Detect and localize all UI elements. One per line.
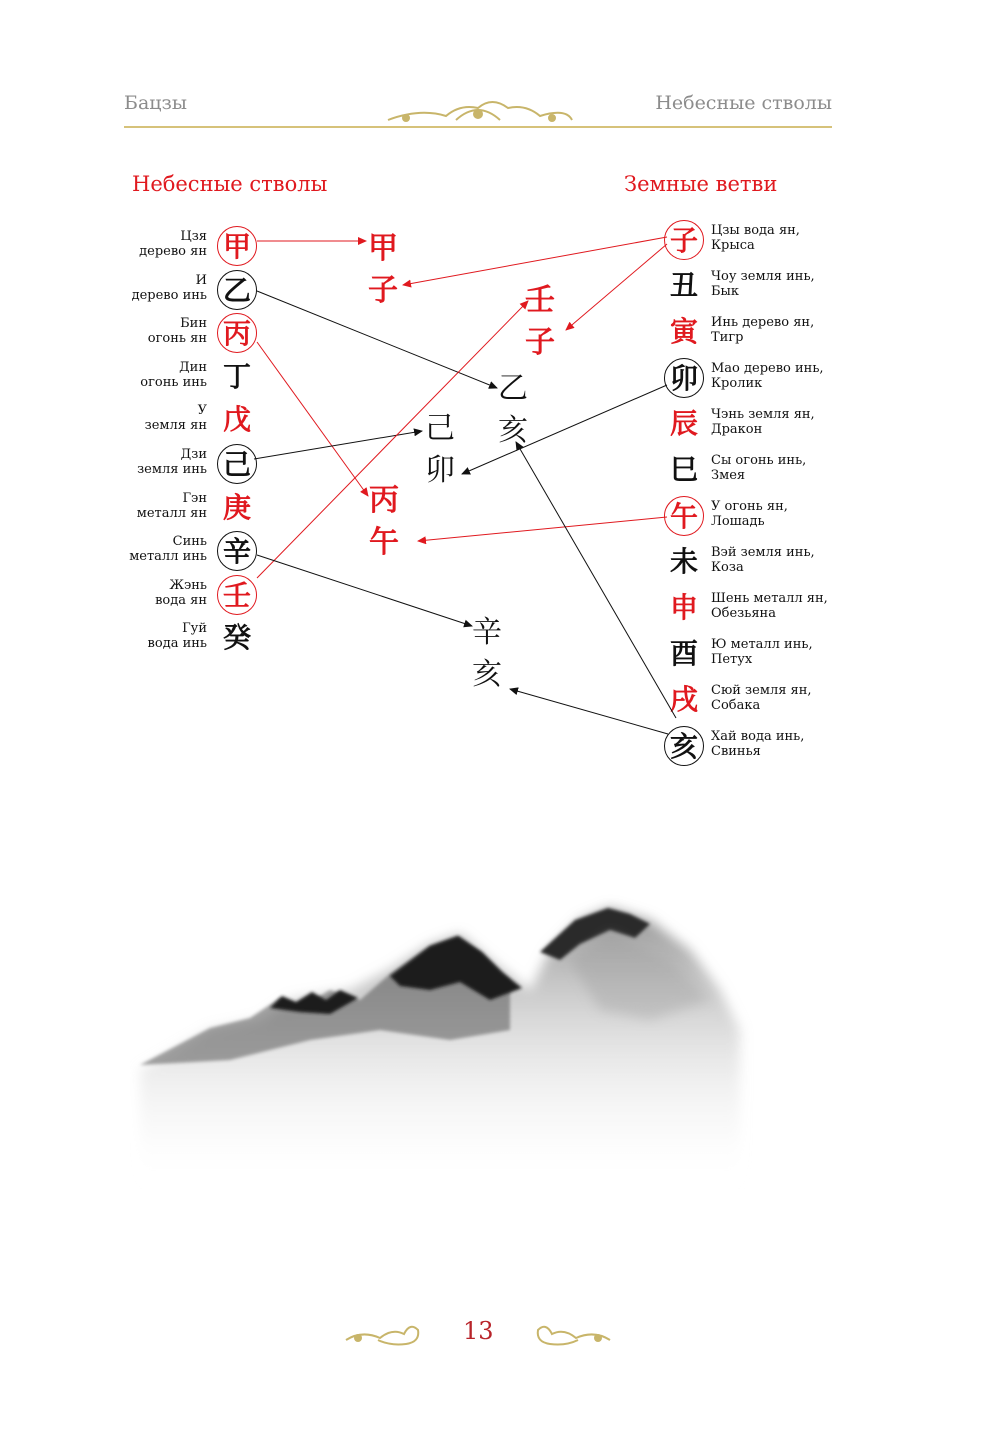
stems-title: Небесные стволы — [132, 172, 328, 196]
stem-description: Гэн металл ян — [136, 490, 207, 521]
branch-description: Цзы вода ян, Крыса — [711, 223, 800, 253]
stem-description: Синь металл инь — [129, 534, 207, 565]
stem-glyph: 丁 — [222, 359, 251, 393]
connector-arrow — [257, 291, 497, 388]
branch-glyph: 卯 — [664, 358, 704, 398]
pair-char: 亥 — [472, 657, 502, 692]
stem-description: Цзя дерево ян — [139, 229, 207, 259]
pair-char: 辛 — [472, 615, 502, 650]
stem-description: Дин огонь инь — [140, 359, 207, 390]
branch-description: Инь дерево ян, Тигр — [711, 315, 815, 345]
branch-glyph: 未 — [669, 545, 698, 578]
pair-char: 甲 — [368, 231, 398, 266]
stem-glyph: 辛 — [217, 531, 257, 571]
branch-description: Сюй земля ян, Собака — [711, 683, 812, 713]
connector-arrow — [516, 442, 676, 718]
branch-glyph: 寅 — [669, 315, 698, 348]
connector-arrow — [257, 342, 368, 496]
branch-glyph: 酉 — [669, 637, 698, 670]
connector-arrow — [462, 385, 667, 474]
header-chapter-title: Небесные стволы — [655, 92, 832, 114]
pair-char: 子 — [525, 325, 555, 360]
branches-title: Земные ветви — [624, 172, 778, 196]
stem-description: У земля ян — [144, 403, 207, 434]
pair-char: 己 — [425, 411, 455, 446]
pair-char: 亥 — [498, 413, 528, 448]
branch-description: Мао дерево инь, Кролик — [711, 361, 824, 391]
branch-glyph: 巳 — [669, 453, 698, 486]
branch-description: Чэнь земля ян, Дракон — [711, 407, 815, 437]
stem-glyph: 癸 — [222, 621, 251, 655]
header-book-title: Бацзы — [124, 92, 187, 114]
branch-glyph: 辰 — [669, 407, 698, 440]
stem-description: Бин огонь ян — [147, 316, 207, 347]
footer-ornament-right — [538, 1327, 610, 1345]
pair-char: 卯 — [425, 453, 455, 488]
branch-description: Сы огонь инь, Змея — [711, 453, 807, 483]
branch-glyph: 申 — [669, 591, 698, 624]
branch-description: Шень металл ян, Обезьяна — [711, 591, 828, 621]
ink-mountains-illustration — [130, 890, 770, 1190]
footer-ornament-left — [346, 1327, 418, 1345]
connector-arrow — [510, 689, 668, 734]
stem-description: Гуй вода инь — [147, 621, 207, 652]
stem-description: Жэнь вода ян — [155, 577, 207, 608]
stem-glyph: 庚 — [222, 490, 251, 524]
branch-glyph: 子 — [664, 220, 704, 260]
branch-glyph: 戌 — [669, 683, 698, 716]
stem-glyph: 己 — [217, 444, 257, 484]
stem-glyph: 乙 — [217, 270, 257, 310]
stem-description: Дзи земля инь — [137, 447, 207, 477]
stem-glyph: 壬 — [217, 575, 257, 615]
stem-glyph: 甲 — [217, 226, 257, 266]
page-number: 13 — [463, 1317, 494, 1345]
branch-description: Ю металл инь, Петух — [711, 637, 813, 667]
pair-char: 乙 — [498, 371, 528, 406]
branch-glyph: 亥 — [664, 726, 704, 766]
connector-arrow — [257, 555, 472, 626]
pair-char: 午 — [369, 525, 399, 560]
connector-arrow — [257, 301, 528, 578]
branch-description: Вэй земля инь, Коза — [711, 545, 815, 575]
connector-arrow — [566, 244, 667, 330]
branch-description: Чоу земля инь, Бык — [711, 269, 815, 299]
connector-arrow — [418, 517, 667, 541]
stem-description: И дерево инь — [131, 272, 207, 303]
pair-char: 子 — [368, 273, 398, 308]
pair-char: 壬 — [525, 283, 555, 318]
branch-description: У огонь ян, Лошадь — [711, 499, 788, 529]
branch-description: Хай вода инь, Свинья — [711, 729, 805, 759]
branch-glyph: 丑 — [669, 269, 698, 302]
branch-glyph: 午 — [664, 496, 704, 536]
stem-glyph: 丙 — [217, 313, 257, 353]
stem-glyph: 戊 — [222, 403, 251, 437]
pair-char: 丙 — [369, 483, 399, 518]
